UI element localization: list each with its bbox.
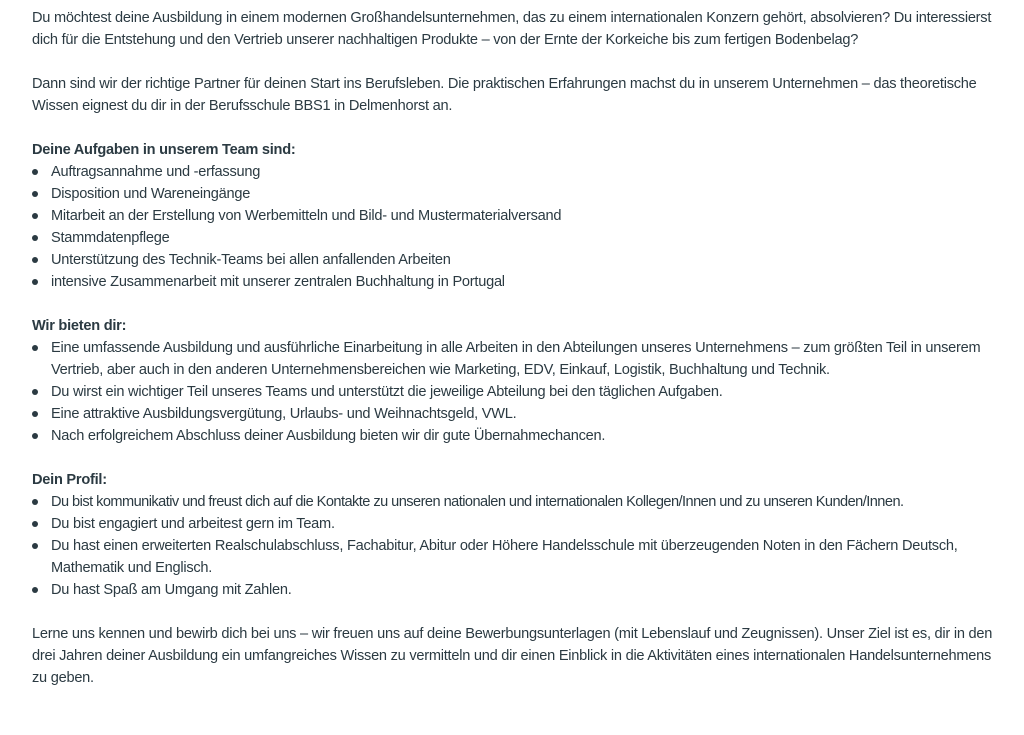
list-item-text: Mitarbeit an der Erstellung von Werbemitteln und Bild- und Mustermaterialversand <box>51 208 562 224</box>
list-item-text: Eine umfassende Ausbildung und ausführliche Einarbeitung in alle Arbeiten in den Abteilungen unseres Unternehmens – zum größten Teil in unserem Vertrieb, aber auch in den anderen Unternehmensbereichen wie Marketing, EDV, Einkauf, Logistik, Buchhaltung und Technik. <box>51 340 981 378</box>
bullet-icon <box>32 499 38 505</box>
list-item <box>32 249 994 271</box>
bullet-icon <box>32 433 38 439</box>
list-item-text: Du hast einen erweiterten Realschulabschluss, Fachabitur, Abitur oder Höhere Handelsschule mit überzeugenden Noten in den Fächern Deutsch, Mathematik und Englisch. <box>51 538 958 576</box>
bullet-icon <box>32 587 38 593</box>
list-item-text: Disposition und Wareneingänge <box>51 186 251 202</box>
profile-heading: Dein Profil: <box>32 472 107 488</box>
list-item-text: Stammdatenpflege <box>51 230 170 246</box>
closing-paragraph: Lerne uns kennen und bewirb dich bei uns – wir freuen uns auf deine Bewerbungsunterlagen (mit Lebenslauf und Zeugnissen). Unser Ziel ist es, dir in den drei Jahren deiner Ausbildung ein umfangreiches Wissen zu vermitteln und dir einen Einblick in die Aktivitäten eines internationalen Handelsunternehmens zu geben. <box>32 626 993 686</box>
intro-paragraph-1: Du möchtest deine Ausbildung in einem modernen Großhandelsunternehmen, das zu einem internationalen Konzern gehört, absolvieren? Du interessierst dich für die Entstehung und den Vertrieb unserer nachhaltigen Produkte – von der Ernte der Korkeiche bis zum fertigen Bodenbelag? <box>32 10 992 48</box>
list-item <box>32 403 994 425</box>
bullet-icon <box>32 235 38 241</box>
list-item <box>32 491 994 513</box>
list-item-text: Unterstützung des Technik-Teams bei allen anfallenden Arbeiten <box>51 252 451 268</box>
list-item <box>32 381 994 403</box>
list-item-text: Du bist kommunikativ und freust dich auf die Kontakte zu unseren nationalen und internationalen Kollegen/Innen und zu unseren Kunden/Innen. <box>51 494 904 510</box>
bullet-icon <box>32 345 38 351</box>
bullet-icon <box>32 191 38 197</box>
list-item-text: Eine attraktive Ausbildungsvergütung, Urlaubs- und Weihnachtsgeld, VWL. <box>51 406 517 422</box>
list-item <box>32 227 994 249</box>
tasks-list <box>32 161 994 293</box>
list-item <box>32 425 994 447</box>
list-item <box>32 513 994 535</box>
list-item <box>32 161 994 183</box>
bullet-icon <box>32 411 38 417</box>
offer-list <box>32 337 994 447</box>
bullet-icon <box>32 389 38 395</box>
list-item-text: Nach erfolgreichem Abschluss deiner Ausbildung bieten wir dir gute Übernahmechancen. <box>51 428 606 444</box>
list-item-text: Auftragsannahme und -erfassung <box>51 164 261 180</box>
profile-list <box>32 491 994 601</box>
list-item-text: Du bist engagiert und arbeitest gern im Team. <box>51 516 335 532</box>
bullet-icon <box>32 169 38 175</box>
list-item <box>32 271 994 293</box>
tasks-heading: Deine Aufgaben in unserem Team sind: <box>32 142 296 158</box>
list-item-text: Du hast Spaß am Umgang mit Zahlen. <box>51 582 292 598</box>
list-item-text: intensive Zusammenarbeit mit unserer zentralen Buchhaltung in Portugal <box>51 274 505 290</box>
list-item <box>32 579 994 601</box>
list-item <box>32 535 994 579</box>
list-item <box>32 205 994 227</box>
list-item <box>32 183 994 205</box>
bullet-icon <box>32 257 38 263</box>
offer-heading: Wir bieten dir: <box>32 318 127 334</box>
bullet-icon <box>32 543 38 549</box>
list-item-text: Du wirst ein wichtiger Teil unseres Teams und unterstützt die jeweilige Abteilung bei den täglichen Aufgaben. <box>51 384 723 400</box>
bullet-icon <box>32 213 38 219</box>
bullet-icon <box>32 521 38 527</box>
intro-paragraph-2: Dann sind wir der richtige Partner für deinen Start ins Berufsleben. Die praktischen Erfahrungen machst du in unserem Unternehmen – das theoretische Wissen eignest du dir in der Berufsschule BBS1 in Delmenhorst an. <box>32 76 977 114</box>
list-item <box>32 337 994 381</box>
bullet-icon <box>32 279 38 285</box>
